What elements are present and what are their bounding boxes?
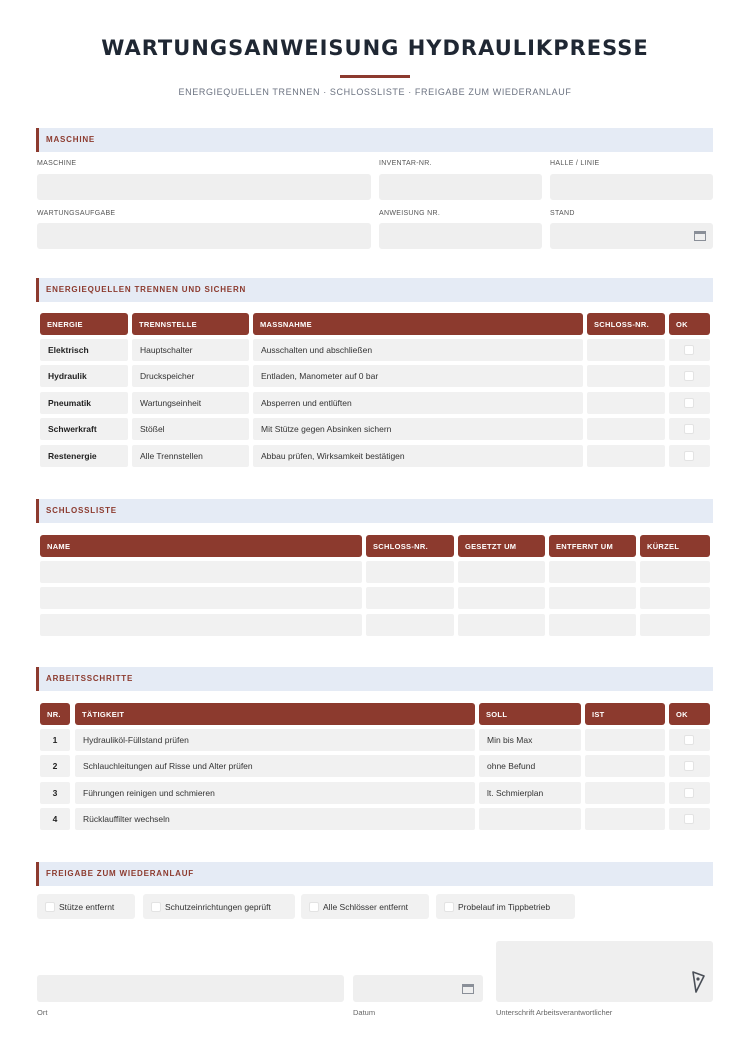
cell-ok [669,365,710,387]
cell-ist-input[interactable] [585,782,665,804]
th-massnahme: MASSNAHME [253,313,583,335]
cell-trennstelle: Stößel [132,418,249,440]
th-schloss: SCHLOSS-NR. [587,313,665,335]
cell-entfernt-input[interactable] [549,587,636,609]
cell-ok [669,339,710,361]
datum-label: Datum [353,1008,376,1017]
cell-name-input[interactable] [40,587,362,609]
cell-gesetzt-input[interactable] [458,561,545,583]
cell-schloss-input[interactable] [366,561,454,583]
cell-ok [669,392,710,414]
ok-checkbox[interactable] [684,424,694,434]
check-stuetze[interactable] [37,894,135,919]
label-stand: STAND [550,210,575,217]
cell-gesetzt-input[interactable] [458,587,545,609]
check-label: Probelauf im Tippbetrieb [458,902,551,912]
cell-schloss-input[interactable] [587,418,665,440]
cell-energie: Pneumatik [40,392,128,414]
check-probelauf[interactable] [436,894,575,919]
cell-entfernt-input[interactable] [549,614,636,636]
maschine-input[interactable] [37,174,371,200]
cell-taetigkeit: Hydrauliköl-Füllstand prüfen [75,729,475,751]
th-trennstelle: TRENNSTELLE [132,313,249,335]
section-schlossliste [36,499,713,523]
cell-soll: Min bis Max [479,729,581,751]
cell-massnahme: Ausschalten und abschließen [253,339,583,361]
section-title: ARBEITSSCHRITTE [46,674,134,683]
cell-nr: 1 [40,729,70,751]
signature-field[interactable] [496,941,713,1002]
cell-ist-input[interactable] [585,755,665,777]
cell-schloss-input[interactable] [587,339,665,361]
section-freigabe [36,862,713,886]
cell-nr: 3 [40,782,70,804]
cell-taetigkeit: Schlauchleitungen auf Risse und Alter prüfen [75,755,475,777]
cell-ist-input[interactable] [585,729,665,751]
unterschrift-label: Unterschrift Arbeitsverantwortlicher [496,1008,613,1017]
cell-kuerzel-input[interactable] [640,587,710,609]
page-subtitle: ENERGIEQUELLEN TRENNEN · SCHLOSSLISTE · FREIGABE ZUM WIEDERANLAUF [178,87,572,97]
check-schutzeinrichtungen[interactable] [143,894,295,919]
check-label: Stütze entfernt [59,902,115,912]
ok-checkbox[interactable] [684,761,694,771]
cell-ok [669,445,710,467]
cell-soll: lt. Schmierplan [479,782,581,804]
aufgabe-input[interactable] [37,223,371,249]
cell-gesetzt-input[interactable] [458,614,545,636]
cell-name-input[interactable] [40,614,362,636]
checkbox[interactable] [309,902,319,912]
checkbox[interactable] [151,902,161,912]
ok-checkbox[interactable] [684,814,694,824]
inventar-input[interactable] [379,174,542,200]
anweisung-input[interactable] [379,223,542,249]
cell-nr: 4 [40,808,70,830]
datum-input[interactable] [353,975,483,1002]
th-ist: IST [585,703,665,725]
cell-schloss-input[interactable] [366,614,454,636]
check-schloesser[interactable] [301,894,429,919]
calendar-icon[interactable] [694,231,706,241]
ok-checkbox[interactable] [684,735,694,745]
cell-massnahme: Abbau prüfen, Wirksamkeit bestätigen [253,445,583,467]
cell-trennstelle: Druckspeicher [132,365,249,387]
cell-taetigkeit: Rücklauffilter wechseln [75,808,475,830]
th-name: NAME [40,535,362,557]
cell-ok [669,808,710,830]
check-label: Schutzeinrichtungen geprüft [165,902,271,912]
section-title: FREIGABE ZUM WIEDERANLAUF [46,869,194,878]
cell-schloss-input[interactable] [587,445,665,467]
label-maschine: MASCHINE [37,160,77,167]
cell-soll [479,808,581,830]
th-kuerzel: KÜRZEL [640,535,710,557]
cell-trennstelle: Alle Trennstellen [132,445,249,467]
page-title: WARTUNGSANWEISUNG HYDRAULIKPRESSE [101,36,649,60]
cell-massnahme: Absperren und entlüften [253,392,583,414]
cell-taetigkeit: Führungen reinigen und schmieren [75,782,475,804]
ok-checkbox[interactable] [684,451,694,461]
label-halle: HALLE / LINIE [550,160,600,167]
ok-checkbox[interactable] [684,345,694,355]
th-taetigkeit: TÄTIGKEIT [75,703,475,725]
stand-input[interactable] [550,223,713,249]
cell-trennstelle: Wartungseinheit [132,392,249,414]
cell-name-input[interactable] [40,561,362,583]
th-ok: OK [669,313,710,335]
ok-checkbox[interactable] [684,788,694,798]
th-nr: NR. [40,703,70,725]
checkbox[interactable] [444,902,454,912]
cell-trennstelle: Hauptschalter [132,339,249,361]
ok-checkbox[interactable] [684,398,694,408]
ort-label: Ort [37,1008,48,1017]
halle-input[interactable] [550,174,713,200]
section-title: SCHLOSSLISTE [46,506,117,515]
label-anweisung: ANWEISUNG NR. [379,210,441,217]
checkbox[interactable] [45,902,55,912]
cell-massnahme: Entladen, Manometer auf 0 bar [253,365,583,387]
cell-soll: ohne Befund [479,755,581,777]
section-title: MASCHINE [46,135,96,144]
cell-energie: Restenergie [40,445,128,467]
cell-ok [669,729,710,751]
th-ok: OK [669,703,710,725]
cell-energie: Elektrisch [40,339,128,361]
cell-kuerzel-input[interactable] [640,561,710,583]
title-underline [340,75,410,78]
cell-nr: 2 [40,755,70,777]
label-aufgabe: WARTUNGSAUFGABE [37,210,116,217]
label-inventar: INVENTAR-NR. [379,160,432,167]
check-label: Alle Schlösser entfernt [323,902,409,912]
section-energie [36,278,713,302]
cell-entfernt-input[interactable] [549,561,636,583]
th-entfernt: ENTFERNT UM [549,535,636,557]
cell-ok [669,418,710,440]
th-soll: SOLL [479,703,581,725]
cell-schloss-input[interactable] [366,587,454,609]
ok-checkbox[interactable] [684,371,694,381]
cell-schloss-input[interactable] [587,365,665,387]
cell-schloss-input[interactable] [587,392,665,414]
cell-ok [669,755,710,777]
cell-energie: Hydraulik [40,365,128,387]
section-arbeitsschritte [36,667,713,691]
pen-icon [690,971,706,993]
th-energie: ENERGIE [40,313,128,335]
cell-massnahme: Mit Stütze gegen Absinken sichern [253,418,583,440]
th-schloss: SCHLOSS-NR. [366,535,454,557]
th-gesetzt: GESETZT UM [458,535,545,557]
cell-ist-input[interactable] [585,808,665,830]
cell-kuerzel-input[interactable] [640,614,710,636]
section-maschine [36,128,713,152]
calendar-icon[interactable] [462,984,474,994]
ort-input[interactable] [37,975,344,1002]
cell-energie: Schwerkraft [40,418,128,440]
section-title: ENERGIEQUELLEN TRENNEN UND SICHERN [46,285,247,294]
cell-ok [669,782,710,804]
